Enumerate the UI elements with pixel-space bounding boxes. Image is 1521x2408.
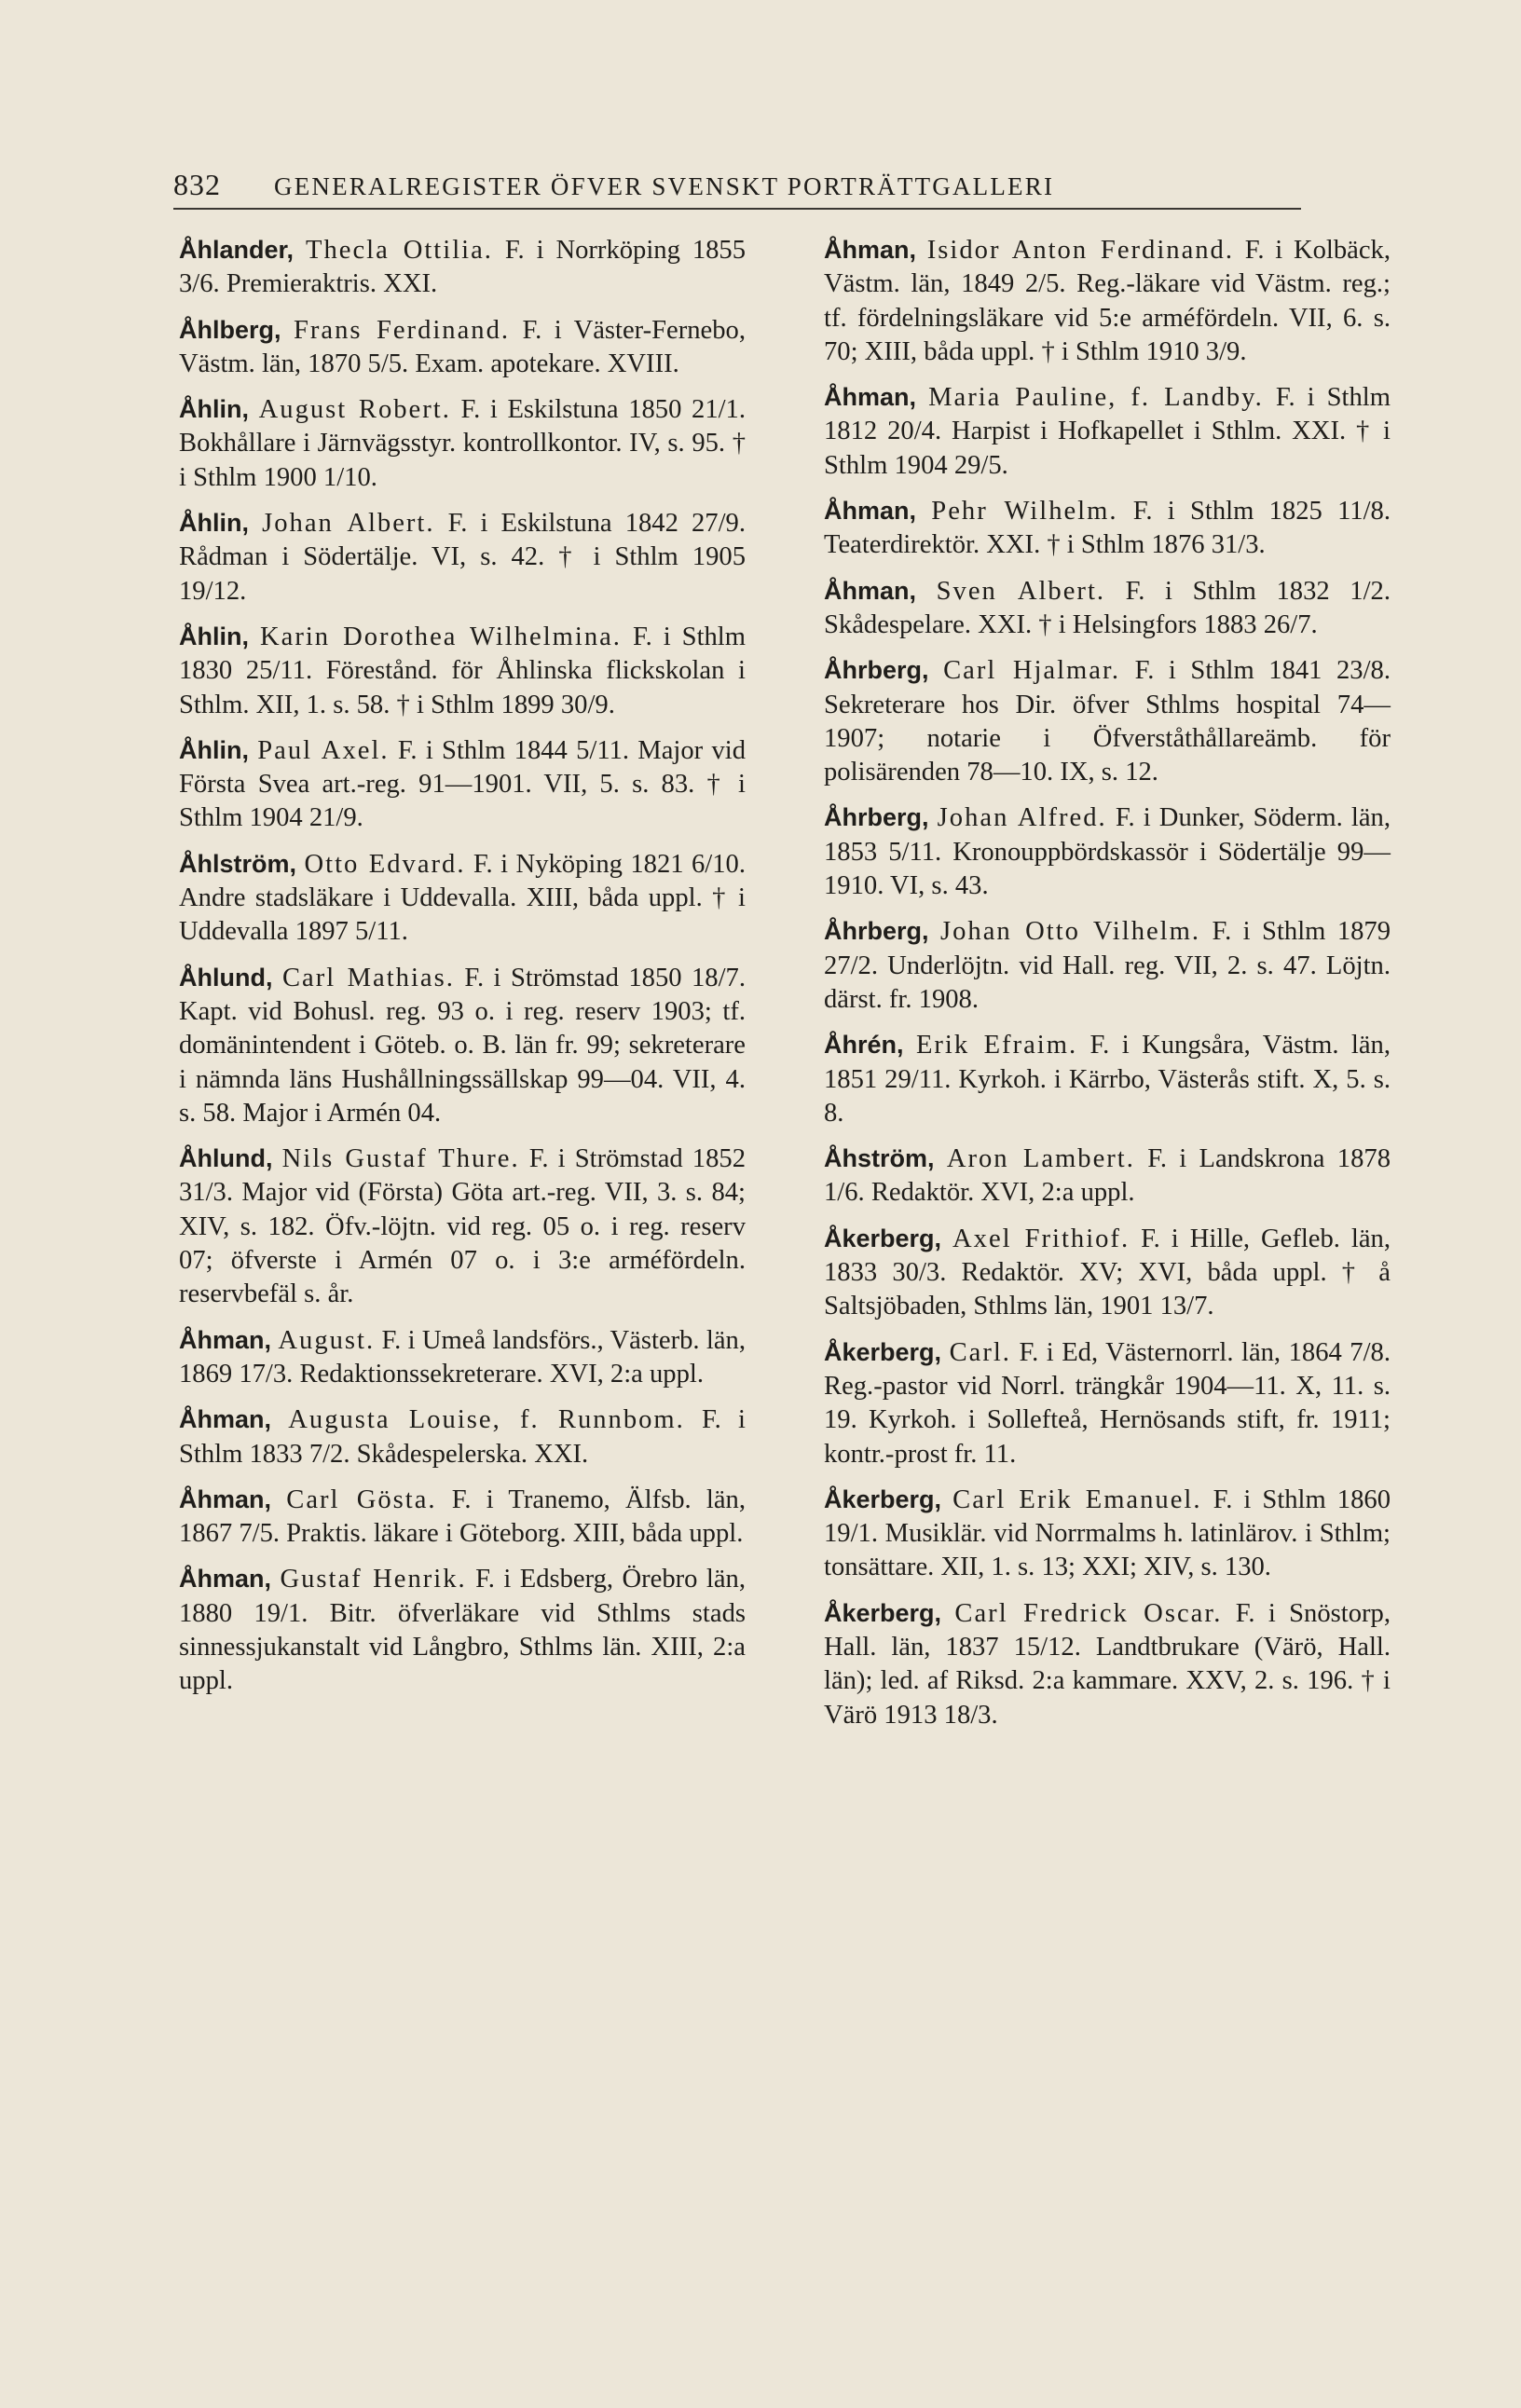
entry-surname: Åhman, xyxy=(824,576,917,605)
entry-given-names: Thecla Ottilia. xyxy=(305,236,493,265)
entry-details: F. i Sthlm 1879 27/2. Underlöjtn. vid Hall. reg. VII, 2. s. 47. Löjtn. därst. fr. 1908. xyxy=(824,917,1391,1014)
register-entry xyxy=(179,506,746,609)
register-entry xyxy=(824,1483,1391,1585)
entry-given-names: Axel Frithiof. xyxy=(952,1224,1130,1253)
entry-given-names: Pehr Wilhelm. xyxy=(931,497,1118,527)
running-title: GENERALREGISTER ÖFVER SVENSKT PORTRÄTTGALLERI xyxy=(274,172,1055,200)
entry-surname: Åhman, xyxy=(824,497,917,526)
entry-details: F. i Landskrona 1878 1/6. Redaktör. XVI, 2:a uppl. xyxy=(824,1144,1391,1208)
right-column xyxy=(824,233,1391,1744)
entry-surname: Åhlund, xyxy=(179,963,273,992)
register-entry xyxy=(179,1142,746,1311)
entry-details: F. i Strömstad 1852 31/3. Major vid (Första) Göta art.-reg. VII, 3. s. 84; XIV, s. 182. Öfv.-löjtn. vid reg. 05 o. i reg. reserv 07; öfverste i Armén 07 o. i 3:e arméfördeln. reservbefäl s. år. xyxy=(179,1144,746,1309)
entry-surname: Åhman, xyxy=(824,236,917,264)
register-entry xyxy=(824,1222,1391,1324)
entry-given-names: Johan Otto Vilhelm. xyxy=(939,917,1201,947)
register-entry xyxy=(824,1335,1391,1471)
entry-given-names: Paul Axel. xyxy=(257,735,390,765)
entry-surname: Åhman, xyxy=(824,383,917,412)
entry-surname: Åhrén, xyxy=(824,1031,904,1060)
entry-details: F. i Sthlm 1844 5/11. Major vid Första Svea art.-reg. 91—1901. VII, 5. s. 83. † i Sthlm 1904 21/9. xyxy=(179,735,746,833)
entry-given-names: Frans Ferdinand. xyxy=(293,315,511,345)
entry-surname: Åhlin, xyxy=(179,622,249,650)
left-column xyxy=(179,233,746,1710)
entry-details: F. i Edsberg, Örebro län, 1880 19/1. Bitr. öfverläkare vid Sthlms stads sinnessjukanstalt vid Långbro, Sthlms län. XIII, 2:a uppl. xyxy=(179,1565,747,1696)
entry-given-names: Johan Albert. xyxy=(262,509,435,539)
entry-details: F. i Tranemo, Älfsb. län, 1867 7/5. Praktis. läkare i Göteborg. XIII, båda uppl. xyxy=(179,1484,746,1549)
entry-surname: Åhman, xyxy=(179,1565,272,1594)
entry-surname: Åhlström, xyxy=(179,849,297,878)
register-entry xyxy=(179,1402,746,1471)
entry-surname: Åhlin, xyxy=(179,395,249,424)
entry-surname: Åhlander, xyxy=(179,236,295,264)
entry-details: F. i Strömstad 1850 18/7. Kapt. vid Bohusl. reg. 93 o. i reg. reserv 1903; tf. domänintendent i Göteb. o. B. län fr. 99; sekreterare i nämnda läns Hushållningssällskap 99—04. VII, 4. s. 58. Major i Armén 04. xyxy=(179,963,746,1128)
entry-details: F. i Sthlm 1860 19/1. Musiklär. vid Norrmalms h. latinlärov. i Sthlm; tonsättare. XII, 1. s. 13; XXI; XIV, s. 130. xyxy=(824,1484,1391,1582)
entry-surname: Åhrberg, xyxy=(824,656,929,685)
entry-surname: Åhman, xyxy=(179,1484,272,1513)
entry-details: F. i Sthlm 1830 25/11. Förestånd. för Åhlinska flickskolan i Sthlm. XII, 1. s. 58. † i Sthlm 1899 30/9. xyxy=(179,622,746,719)
register-entry xyxy=(824,653,1391,789)
entry-given-names: August Robert. xyxy=(258,395,451,425)
entry-surname: Åhlin, xyxy=(179,509,249,538)
entry-surname: Åhrberg, xyxy=(824,917,929,946)
entry-given-names: Isidor Anton Ferdinand. xyxy=(926,236,1234,265)
entry-details: F. i Sthlm 1812 20/4. Harpist i Hofkapellet i Sthlm. XXI. † i Sthlm 1904 29/5. xyxy=(824,383,1391,480)
entry-details: F. i Sthlm 1832 1/2. Skådespelare. XXI. † i Helsingfors 1883 26/7. xyxy=(824,576,1391,639)
register-entry xyxy=(824,233,1391,369)
entry-details: F. i Umeå landsförs., Västerb. län, 1869 17/3. Redaktionssekreterare. XVI, 2:a uppl. xyxy=(179,1325,746,1389)
entry-given-names: Augusta Louise, f. Runnbom. xyxy=(288,1405,685,1435)
entry-details: F. i Kungsåra, Västm. län, 1851 29/11. Kyrkoh. i Kärrbo, Västerås stift. X, 5. s. 8. xyxy=(824,1031,1391,1128)
entry-surname: Åhrberg, xyxy=(824,803,929,832)
entry-details: F. i Sthlm 1841 23/8. Sekreterare hos Dir. öfver Sthlms hospital 74—1907; notarie i Öfverståthållareämb. för polisärenden 78—10. IX, s. 12. xyxy=(824,656,1391,787)
page-header xyxy=(173,168,1301,210)
entry-surname: Åkerberg, xyxy=(824,1484,942,1513)
entry-surname: Åhman, xyxy=(179,1325,272,1354)
entry-surname: Åhström, xyxy=(824,1144,935,1173)
entry-given-names: Gustaf Henrik. xyxy=(280,1565,467,1594)
register-entry xyxy=(179,733,746,836)
entry-given-names: Nils Gustaf Thure. xyxy=(281,1144,520,1174)
entry-given-names: Maria Pauline, f. Landby. xyxy=(928,383,1264,413)
entry-details: F. i Kolbäck, Västm. län, 1849 2/5. Reg.-läkare vid Västm. reg.; tf. fördelningsläkare vid 5:e arméfördeln. VII, 6. s. 70; XIII, båda uppl. † i Sthlm 1910 3/9. xyxy=(824,236,1391,366)
register-entry xyxy=(179,1483,746,1552)
page-number: 832 xyxy=(173,168,221,201)
register-entry xyxy=(179,313,746,382)
register-entry xyxy=(179,1562,746,1698)
register-entry xyxy=(824,800,1391,903)
entry-given-names: Carl Gösta. xyxy=(286,1484,437,1514)
entry-surname: Åkerberg, xyxy=(824,1337,942,1366)
entry-details: F. i Eskilstuna 1842 27/9. Rådman i Södertälje. VI, s. 42. † i Sthlm 1905 19/12. xyxy=(179,509,746,606)
entry-details: F. i Hille, Gefleb. län, 1833 30/3. Redaktör. XV; XVI, båda uppl. † å Saltsjöbaden, Sthlms län, 1901 13/7. xyxy=(824,1224,1391,1321)
entry-given-names: Carl Erik Emanuel. xyxy=(952,1484,1202,1514)
entry-given-names: Otto Edvard. xyxy=(304,849,466,879)
register-entry xyxy=(179,1323,746,1392)
entry-given-names: Carl Hjalmar. xyxy=(943,656,1121,686)
entry-given-names: August. xyxy=(278,1325,376,1355)
entry-given-names: Carl. xyxy=(949,1337,1011,1367)
entry-given-names: Johan Alfred. xyxy=(937,803,1107,833)
register-entry xyxy=(824,1596,1391,1732)
entry-surname: Åhlberg, xyxy=(179,315,281,344)
register-entry xyxy=(179,847,746,950)
entry-details: F. i Eskilstuna 1850 21/1. Bokhållare i Järnvägsstyr. kontrollkontor. IV, s. 95. † i Sthlm 1900 1/10. xyxy=(179,395,747,492)
entry-surname: Åhman, xyxy=(179,1405,272,1434)
register-entry xyxy=(824,380,1391,483)
entry-details: F. i Nyköping 1821 6/10. Andre stadsläkare i Uddevalla. XIII, båda uppl. † i Uddevalla 1897 5/11. xyxy=(179,849,746,947)
entry-surname: Åkerberg, xyxy=(824,1598,942,1627)
entry-given-names: Sven Albert. xyxy=(936,576,1106,606)
entry-details: F. i Sthlm 1833 7/2. Skådespelerska. XXI. xyxy=(179,1405,746,1469)
register-entry xyxy=(824,574,1391,643)
entry-details: F. i Norrköping 1855 3/6. Premieraktris. XXI. xyxy=(179,236,747,299)
entry-surname: Åhlund, xyxy=(179,1144,273,1173)
entry-given-names: Carl Fredrick Oscar. xyxy=(954,1598,1223,1628)
register-entry xyxy=(179,392,746,495)
entry-surname: Åhlin, xyxy=(179,735,249,764)
entry-details: F. i Dunker, Söderm. län, 1853 5/11. Kronouppbördskassör i Södertälje 99—1910. VI, s. 43. xyxy=(824,803,1391,901)
entry-given-names: Erik Efraim. xyxy=(915,1031,1078,1060)
register-entry xyxy=(179,620,746,722)
register-entry xyxy=(824,914,1391,1017)
entry-details: F. i Snöstorp, Hall. län, 1837 15/12. Landtbrukare (Värö, Hall. län); led. af Riksd. 2:a kammare. XXV, 2. s. 196. † i Värö 1913 18/3. xyxy=(824,1598,1391,1730)
register-entry xyxy=(824,1142,1391,1211)
entry-details: F. i Sthlm 1825 11/8. Teaterdirektör. XXI. † i Sthlm 1876 31/3. xyxy=(824,497,1391,560)
entry-given-names: Karin Dorothea Wilhelmina. xyxy=(260,622,622,651)
entry-given-names: Aron Lambert. xyxy=(946,1144,1135,1174)
register-entry xyxy=(179,961,746,1130)
register-entry xyxy=(824,494,1391,563)
entry-details: F. i Väster-Fernebo, Västm. län, 1870 5/5. Exam. apotekare. XVIII. xyxy=(179,315,746,378)
entry-surname: Åkerberg, xyxy=(824,1224,942,1252)
register-entry xyxy=(179,233,746,302)
entry-details: F. i Ed, Västernorrl. län, 1864 7/8. Reg.-pastor vid Norrl. trängkår 1904—11. X, 11. s. 19. Kyrkoh. i Sollefteå, Hernösands stift, fr. 1911; kontr.-prost fr. 11. xyxy=(824,1337,1391,1469)
register-entry xyxy=(824,1028,1391,1130)
entry-given-names: Carl Mathias. xyxy=(281,963,455,992)
